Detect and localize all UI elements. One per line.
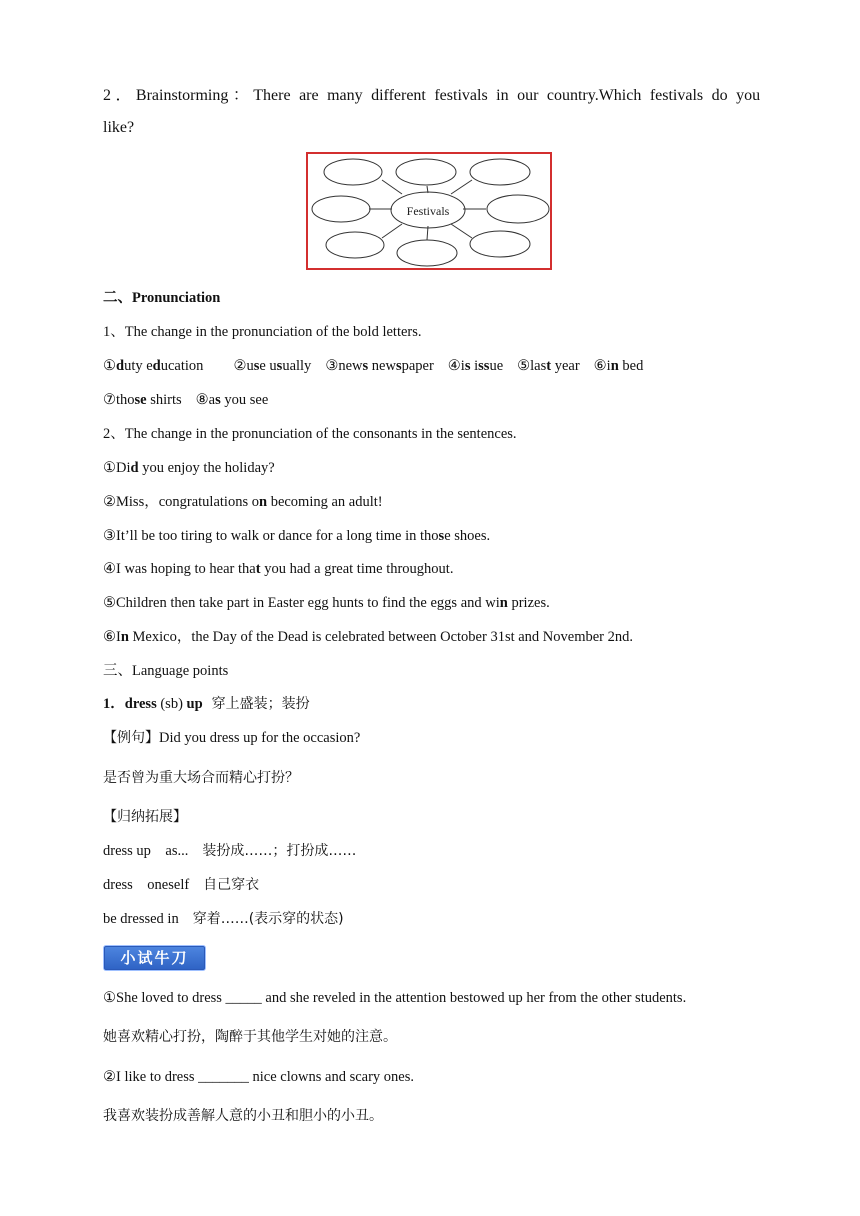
phrase-text: ④	[447, 358, 461, 374]
sentence-text: ⑥I	[103, 629, 121, 645]
example-translation: 是否曾为重大场合而精心打扮？	[103, 770, 299, 786]
consonant-sentence	[103, 559, 453, 579]
phrase-text: new	[368, 358, 396, 374]
phrase-item	[517, 358, 580, 374]
sentence-text: Mexico，the Day of the Dead is celebrated between October 31st and November 2nd.	[128, 629, 634, 645]
phrase-text: i	[606, 358, 611, 374]
expansion-chinese: 装扮成……；打扮成……	[202, 843, 357, 859]
empty-bubble	[396, 159, 456, 185]
question-word: you	[736, 87, 761, 104]
phrase-text: ②	[233, 358, 247, 374]
expansion-english: be dressed in	[103, 911, 179, 927]
phrase-text: u	[246, 358, 254, 374]
practice-badge: 小试牛刀	[103, 945, 206, 971]
expansion-3	[103, 909, 344, 929]
phrase-text: i	[470, 358, 479, 374]
question-word: festivals	[434, 87, 488, 104]
sentence-text: you enjoy the holiday?	[138, 460, 275, 476]
empty-bubble	[470, 231, 530, 257]
language-point-1	[103, 694, 310, 714]
bold-letters: n	[499, 595, 508, 611]
empty-bubble	[326, 232, 384, 258]
phrase-text: i	[460, 358, 465, 374]
question-word: in	[496, 87, 509, 104]
phrase-text: ually	[282, 358, 312, 374]
bold-letters-row-1	[103, 356, 643, 376]
bold-letters: n	[610, 358, 619, 374]
bold-letters: s	[253, 358, 260, 374]
phrase-text: year	[551, 358, 580, 374]
brainstorm-question-line2: like?	[103, 119, 135, 136]
phrase-text: paper	[401, 358, 434, 374]
consonant-sentence	[103, 593, 550, 613]
sentence-text: you had a great time throughout.	[260, 561, 454, 577]
example-english: Did you dress up for the occasion?	[159, 730, 361, 746]
bold-letters-row-2	[103, 390, 268, 410]
bold-letters: se	[134, 392, 147, 408]
pronunciation-item-2: 2、The change in the pronunciation of the consonants in the sentences.	[103, 426, 517, 442]
phrase-item	[196, 392, 269, 408]
expansion-chinese: 自己穿衣	[203, 877, 260, 893]
empty-bubble	[312, 196, 370, 222]
connector	[382, 224, 402, 238]
pronunciation-item-1: 1、The change in the pronunciation of the bold letters.	[103, 324, 422, 340]
consonant-sentence	[103, 458, 275, 478]
sentence-text: prizes.	[507, 595, 550, 611]
phrase-text: new	[338, 358, 363, 374]
point-number: 1．	[103, 696, 125, 712]
sentence-text: ③It’ll be too tiring to walk or dance for a long time in tho	[103, 528, 439, 544]
bold-letters: d	[116, 358, 125, 374]
festivals-mind-map	[306, 152, 552, 270]
phrase-text: uty e	[124, 358, 153, 374]
exercise-2: ②I like to dress _______ nice clowns and scary ones.	[103, 1069, 414, 1085]
connector	[382, 180, 402, 194]
phrase-text: a	[208, 392, 216, 408]
question-word: country.Which	[546, 87, 642, 104]
bold-letters: t	[546, 358, 552, 374]
connector	[451, 180, 472, 194]
point-phrase-c: up	[182, 696, 203, 712]
phrase-text: ⑦	[103, 392, 116, 408]
expansion-1	[103, 841, 356, 861]
question-word: festivals	[649, 87, 704, 104]
bold-letters: n	[120, 629, 129, 645]
phrase-text: tho	[116, 392, 135, 408]
expansion-english: dress up as...	[103, 843, 189, 859]
empty-bubble	[324, 159, 382, 185]
phrase-item	[233, 358, 311, 374]
empty-bubble	[487, 195, 549, 223]
bold-letters: n	[258, 494, 268, 510]
phrase-text: ③	[325, 358, 339, 374]
sentence-text: e shoes.	[444, 528, 491, 544]
phrase-text: ucation	[160, 358, 204, 374]
empty-bubble	[397, 240, 457, 266]
point-phrase-b: (sb)	[160, 696, 183, 712]
phrase-text: ⑤	[517, 358, 531, 374]
question-word: our	[517, 87, 539, 104]
question-word: 2．Brainstorming：There	[103, 87, 291, 104]
phrase-item	[103, 358, 203, 374]
bold-letters: d	[152, 358, 161, 374]
exercise-1: ①She loved to dress _____ and she reveled in the attention bestowed up her from the other students.	[103, 990, 687, 1006]
expansion-2	[103, 875, 259, 895]
bold-letters: s	[464, 358, 471, 374]
phrase-text: you see	[220, 392, 269, 408]
expansion-chinese: 穿着……(表示穿的状态)	[192, 911, 344, 927]
sentence-text: ②Miss，congratulations o	[103, 494, 259, 510]
phrase-text: e u	[259, 358, 277, 374]
expansion-english: dress oneself	[103, 877, 190, 893]
mind-map-drawing	[308, 154, 550, 268]
phrase-text: bed	[618, 358, 644, 374]
question-word: many	[327, 87, 363, 104]
section-heading-language-points: 三、Language points	[103, 663, 229, 679]
exercise-2-translation: 我喜欢装扮成善解人意的小丑和胆小的小丑。	[103, 1108, 383, 1124]
phrase-text: las	[530, 358, 547, 374]
bold-letters: ss	[478, 358, 490, 374]
consonant-sentence	[103, 492, 383, 512]
question-word: are	[299, 87, 319, 104]
example-sentence	[103, 728, 360, 748]
bold-letters: t	[255, 561, 261, 577]
phrase-item	[594, 358, 644, 374]
sentence-text: ①Di	[103, 460, 131, 476]
bold-letters: s	[362, 358, 369, 374]
connector	[451, 224, 472, 238]
question-word: different	[371, 87, 426, 104]
brainstorm-question-line1	[103, 86, 760, 106]
point-meaning: 穿上盛装；装扮	[211, 696, 310, 712]
bold-letters: d	[130, 460, 139, 476]
sentence-text: ⑤Children then take part in Easter egg hunts to find the eggs and wi	[103, 595, 500, 611]
phrase-text: ue	[489, 358, 504, 374]
bold-letters: s	[438, 528, 445, 544]
center-label: Festivals	[406, 204, 450, 218]
bold-letters: s	[276, 358, 283, 374]
question-word: do	[711, 87, 728, 104]
phrase-text: shirts	[146, 392, 182, 408]
phrase-text: ⑧	[195, 392, 209, 408]
exercise-1-translation: 她喜欢精心打扮，陶醉于其他学生对她的注意。	[103, 1029, 397, 1045]
phrase-item	[325, 358, 433, 374]
section-heading-pronunciation: 二、Pronunciation	[103, 290, 221, 306]
sentence-text: becoming an adult!	[267, 494, 383, 510]
sentence-text: ④I was hoping to hear tha	[103, 561, 256, 577]
phrase-text: ①	[103, 358, 116, 374]
bold-letters: s	[395, 358, 402, 374]
phrase-text: ⑥	[593, 358, 607, 374]
phrase-item	[448, 358, 503, 374]
bold-letters: s	[215, 392, 221, 408]
consonant-sentence	[103, 627, 633, 647]
point-phrase-a: dress	[124, 696, 161, 712]
consonant-sentence	[103, 526, 490, 546]
phrase-item	[103, 392, 182, 408]
empty-bubble	[470, 159, 530, 185]
summary-tag: 【归纳拓展】	[103, 809, 187, 825]
example-tag: 【例句】	[103, 730, 159, 746]
